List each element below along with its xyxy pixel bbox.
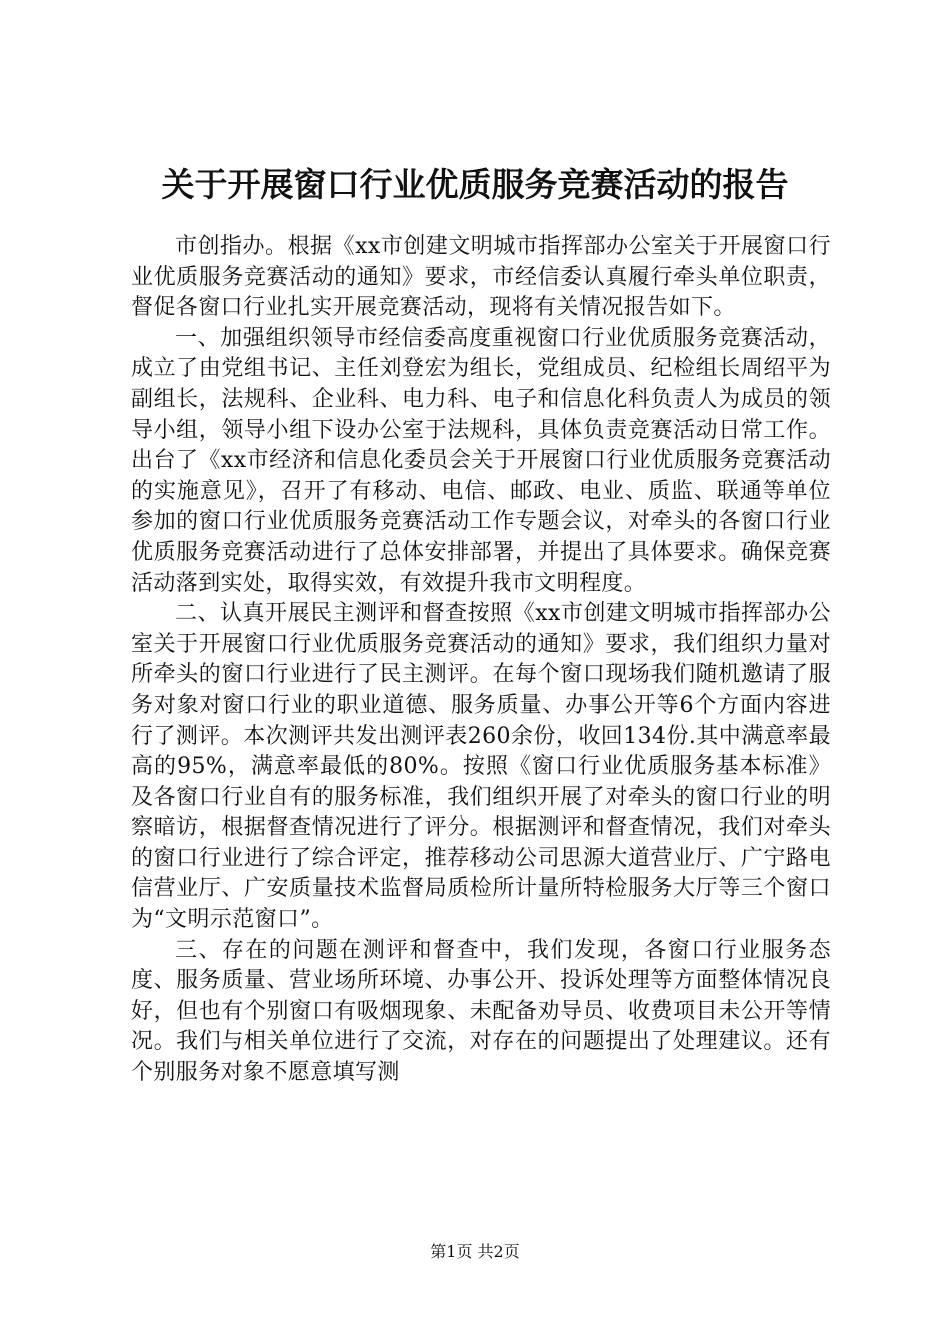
document-title: 关于开展窗口行业优质服务竞赛活动的报告: [161, 165, 789, 204]
paragraph-intro: 市创指办。根据《xx市创建文明城市指挥部办公室关于开展窗口行业优质服务竞赛活动的通知》要求，市经信委认真履行牵头单位职责，督促各窗口行业扎实开展竞赛活动，现将有关情况报告如下。: [131, 234, 831, 321]
page-number-footer: 第1页 共2页: [430, 1242, 520, 1261]
paragraph-section-2: 二、认真开展民主测评和督查按照《xx市创建文明城市指挥部办公室关于开展窗口行业优质服务竞赛活动的通知》要求，我们组织力量对所牵头的窗口行业进行了民主测评。在每个窗口现场我们随机邀请了服务对象对窗口行业的职业道德、服务质量、办事公开等6个方面内容进行了测评。本次测评共发出测评表260余份，收回134份.其中满意率最高的95%，满意率最低的80%。按照《窗口行业优质服务基本标准》及各窗口行业自有的服务标准，我们组织开展了对牵头的窗口行业的明察暗访，根据督查情况进行了评分。根据测评和督查情况，我们对牵头的窗口行业进行了综合评定，推荐移动公司思源大道营业厅、广宁路电信营业厅、广安质量技术监督局质检所计量所特检服务大厅等三个窗口为“文明示范窗口”。: [131, 601, 831, 933]
paragraph-section-3: 三、存在的问题在测评和督查中，我们发现，各窗口行业服务态度、服务质量、营业场所环境、办事公开、投诉处理等方面整体情况良好，但也有个别窗口有吸烟现象、未配备劝导员、收费项目未公开等情况。我们与相关单位进行了交流，对存在的问题提出了处理建议。还有个别服务对象不愿意填写测: [131, 937, 831, 1086]
paragraph-section-1: 一、加强组织领导市经信委高度重视窗口行业优质服务竞赛活动，成立了由党组书记、主任刘登宏为组长，党组成员、纪检组长周绍平为副组长，法规科、企业科、电力科、电子和信息化科负责人为成员的领导小组，领导小组下设办公室于法规科，具体负责竞赛活动日常工作。出台了《xx市经济和信息化委员会关于开展窗口行业优质服务竞赛活动的实施意见》，召开了有移动、电信、邮政、电业、质监、联通等单位参加的窗口行业优质服务竞赛活动工作专题会议，对牵头的各窗口行业优质服务竞赛活动进行了总体安排部署，并提出了具体要求。确保竞赛活动落到实处，取得实效，有效提升我市文明程度。: [131, 325, 831, 596]
document-body: [131, 232, 831, 1089]
